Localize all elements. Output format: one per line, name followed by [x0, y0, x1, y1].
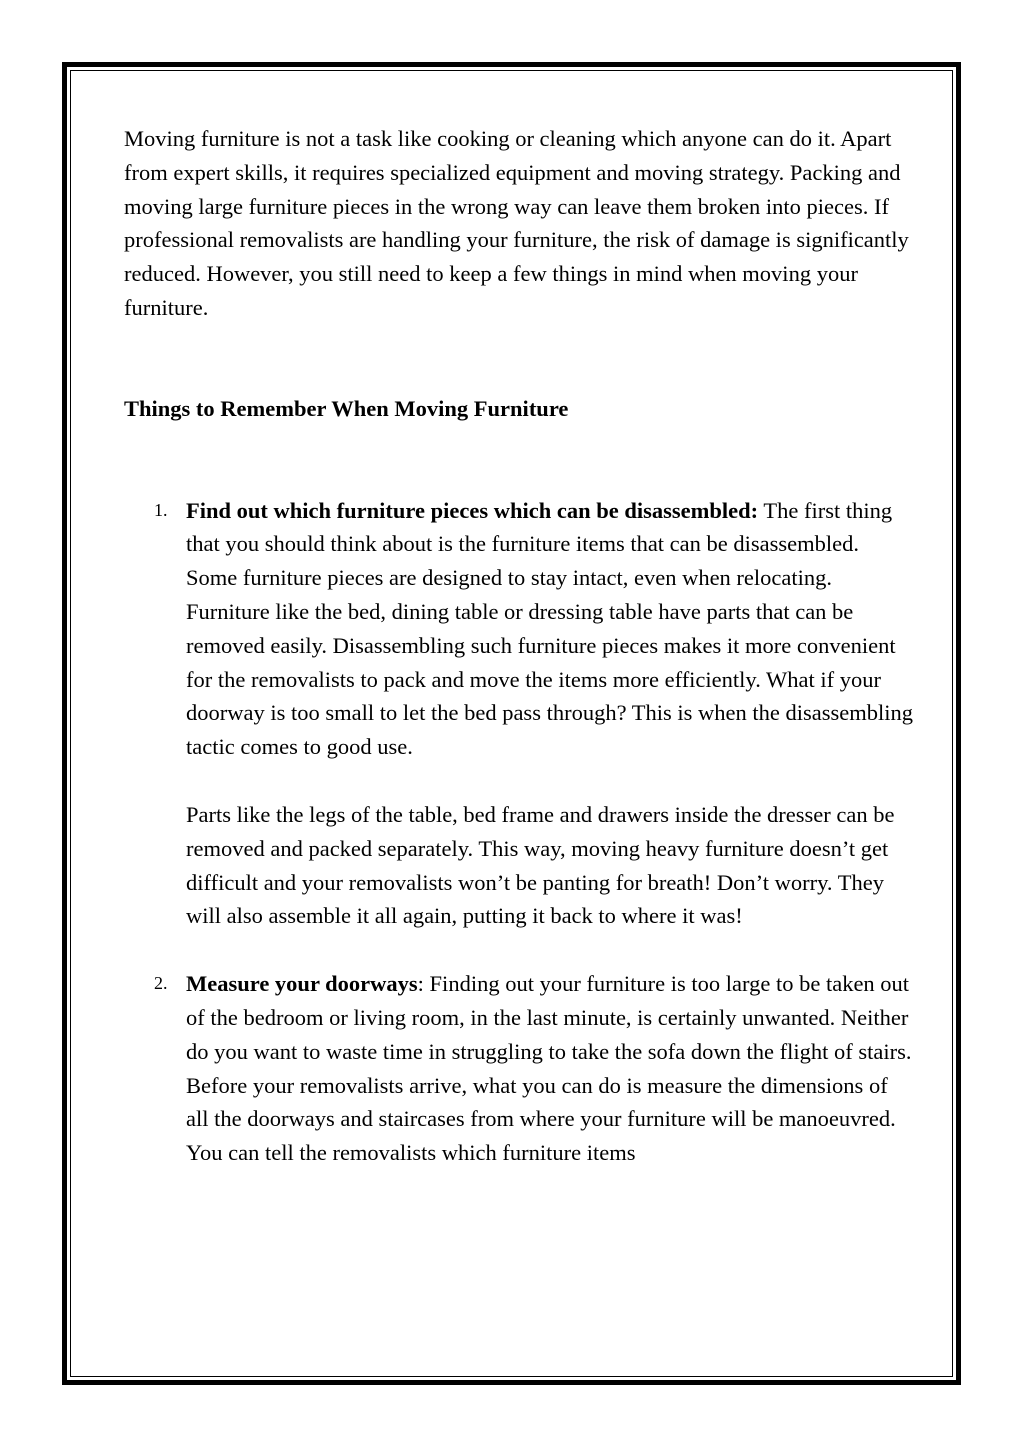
list-item-number: 1.: [154, 499, 168, 520]
list-item-title: Measure your doorways: [186, 971, 418, 997]
list-item-paragraph: [186, 494, 914, 764]
list-item-number: 2.: [154, 973, 168, 994]
list-item: [124, 494, 914, 934]
list-item-text: The first thing that you should think about is the furniture items that can be disassembled. Some furniture pieces are designed to stay intact, even when relocating. Furniture like the bed, dining table or dressing table have parts that can be removed easily. Disassembling such furniture pieces makes it more convenient for the removalists to pack and move the items more efficiently. What if your doorway is too small to let the bed pass through? This is when the disassembling tactic comes to good use.: [186, 497, 913, 760]
list-item-text: : Finding out your furniture is too large to be taken out of the bedroom or living room, in the last minute, is certainly unwanted. Neither do you want to waste time in struggling to take the sofa down the flight of stairs. Before your removalists arrive, what you can do is measure the dimensions of all the doorways and staircases from where your furniture will be manoeuvred. You can tell the removalists which furniture items: [186, 971, 912, 1166]
numbered-list: [124, 494, 914, 1170]
list-item: [124, 967, 914, 1170]
document-content: [124, 122, 914, 1170]
intro-paragraph: Moving furniture is not a task like cooking or cleaning which anyone can do it. Apart from expert skills, it requires specialized equipment and moving strategy. Packing and moving large furniture pieces in the wrong way can leave them broken into pieces. If professional removalists are handling your furniture, the risk of damage is significantly reduced. However, you still need to keep a few things in mind when moving your furniture.: [124, 126, 909, 320]
list-item-paragraph-2: Parts like the legs of the table, bed frame and drawers inside the dresser can be removed and packed separately. This way, moving heavy furniture doesn’t get difficult and your removalists won’t be panting for breath! Don’t worry. They will also assemble it all again, putting it back to where it was!: [186, 801, 895, 929]
list-item-title: Find out which furniture pieces which can be disassembled:: [186, 497, 759, 523]
list-item-paragraph: [186, 967, 914, 1170]
section-heading: Things to Remember When Moving Furniture: [124, 395, 569, 421]
